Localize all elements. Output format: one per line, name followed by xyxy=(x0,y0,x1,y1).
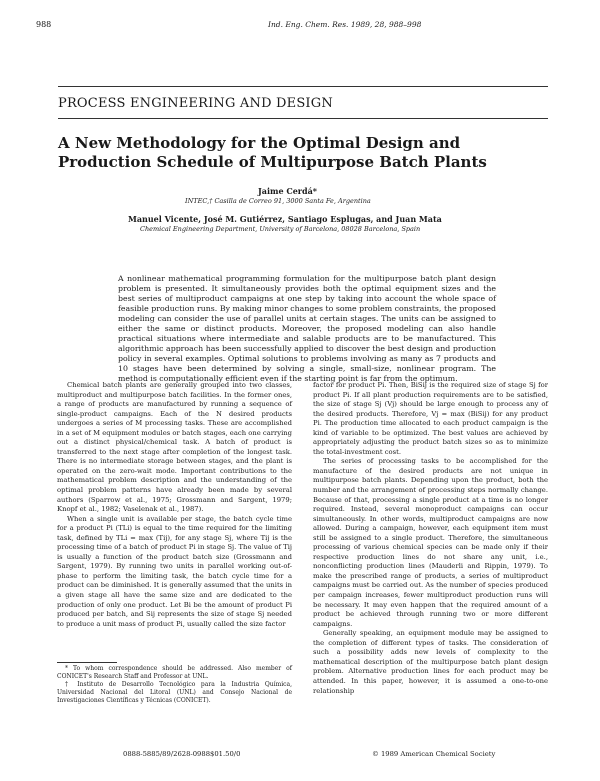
section-rule-bottom xyxy=(58,118,548,119)
footnote-rule xyxy=(57,662,117,663)
paragraph: When a single unit is available per stage, the batch cycle time for a product Pi (TLi) is equal to the time required for the limiting task, defined by TLi = max (Tij), for any stage Sj, where Tij is the processing time of a batch of product Pi in stage Sj. The value of Tij is usually a function of the product batch size (Grossmann and Sargent, 1979). By running two units in parallel working out-of-phase to perform the limiting task, the batch cycle time for a product can be diminished. It is generally assumed that the units in a given stage all have the same size and are dedicated to the production of only one product. Let Bi be the amount of product Pi produced per batch, and Sij represents the size of stage Sj needed to produce a unit mass of product Pi, usually called the size factor xyxy=(57,514,292,628)
footnotes xyxy=(57,665,292,705)
footnote: † Instituto de Desarrollo Tecnológico para la Industria Química, Universidad Nacional del Litoral (UNL) and Consejo Nacional de Investigaciones Científicas y Técnicas (CONICET). xyxy=(57,681,292,704)
author-line-1: Jaime Cerdá* xyxy=(258,186,317,196)
footnote: * To whom correspondence should be addressed. Also member of CONICET's Research Staff and Professor at UNL. xyxy=(57,665,292,680)
section-heading: PROCESS ENGINEERING AND DESIGN xyxy=(58,96,333,111)
page-number: 988 xyxy=(36,20,52,29)
body-column-right xyxy=(313,381,548,696)
footer-copyright: © 1989 American Chemical Society xyxy=(372,750,496,758)
paragraph: factor for product Pi. Then, BiSij is the required size of stage Sj for product Pi. If all plant production requirements are to be satisfied, the size of stage Sj (Vj) should be large enough to process any of the desired products. Therefore, Vj = max (BiSij) for any product Pi. The production time allocated to each product campaign is the kind of variable to be optimized. The best values are achieved by appropriately adjusting the product batch sizes so as to minimize the total-investment cost. xyxy=(313,381,548,456)
paragraph: Generally speaking, an equipment module may be assigned to the completion of different types of tasks. The consideration of such a possibility adds new levels of complexity to the mathematical description of the multipurpose batch plant design problem. Alternative production lines for each product may be attended. In this paper, however, it is assumed a one-to-one relationship xyxy=(313,629,548,695)
paper-title: A New Methodology for the Optimal Design and Production Schedule of Multipurpose Batch Plants xyxy=(58,134,487,171)
affiliation-line-2: Chemical Engineering Department, University of Barcelona, 08028 Barcelona, Spain xyxy=(140,225,421,233)
body-column-left xyxy=(57,381,292,629)
journal-citation: Ind. Eng. Chem. Res. 1989, 28, 988–998 xyxy=(268,20,422,29)
paragraph: Chemical batch plants are generally grouped into two classes, multiproduct and multipurpose batch facilities. In the former ones, a range of products are manufactured by running a sequence of single-product campaigns. Each of the N desired products undergoes a series of M processing tasks. These are accomplished in a set of M equipment modules or batch stages, each one carrying out a distinct physical/chemical task. A batch of product is transferred to the next stage after completion of the longest task. There is no intermediate storage between stages, and the plant is operated on the zero-wait mode. Important contributions to the mathematical problem description and the understanding of the optimal problem patterns have already been made by several authors (Sparrow et al., 1975; Grossmann and Sargent, 1979; Knopf et al., 1982; Vaselenak et al., 1987). xyxy=(57,381,292,514)
affiliation-line-1: INTEC,† Casilla de Correo 91, 3000 Santa Fe, Argentina xyxy=(185,197,371,205)
paragraph: The series of processing tasks to be accomplished for the manufacture of the desired products are not unique in multipurpose batch plants. Depending upon the product, both the number and the arrangement of processing steps normally change. Because of that, processing a single product at a time is no longer required. Instead, several monoproduct campaigns can occur simultaneously. In other words, multiproduct campaigns are now allowed. During a campaign, however, each equipment item must still be assigned to a single product. Therefore, the simultaneous processing of various chemical species can be made only if their respective production lines do not share any unit, i.e., nonconflicting production lines (Mauderli and Rippin, 1979). To make the prescribed range of products, a series of multiproduct campaigns must be carried out. As the number of species produced per campaign increases, fewer multiproduct production runs will be necessary. It may even happen that the required amount of a product be achieved through running two or more different campaigns. xyxy=(313,457,548,628)
section-rule-top xyxy=(58,86,548,87)
author-line-2: Manuel Vicente, José M. Gutiérrez, Santiago Esplugas, and Juan Mata xyxy=(128,214,442,224)
abstract: A nonlinear mathematical programming formulation for the multipurpose batch plant design problem is presented. It simultaneously provides both the optimal equipment sizes and the best series of multiproduct campaigns at one step by taking into account the whole space of feasible production runs. By making minor changes to some problem constraints, the proposed modeling can consider the use of parallel units at certain stages. The units can be assigned to either the same or distinct products. Moreover, the proposed modeling can also handle practical situations where intermediate and salable products are to be manufactured. This algorithmic approach has been successfully applied to discover the best design and production policy in several examples. Optimal solutions to problems involving as many as 7 products and 10 stages have been determined by solving a single, small-size, nonlinear program. The method is computationally efficient even if the starting point is far from the optimum. xyxy=(118,274,496,383)
footer-code: 0888-5885/89/2628-0988$01.50/0 xyxy=(123,750,241,758)
